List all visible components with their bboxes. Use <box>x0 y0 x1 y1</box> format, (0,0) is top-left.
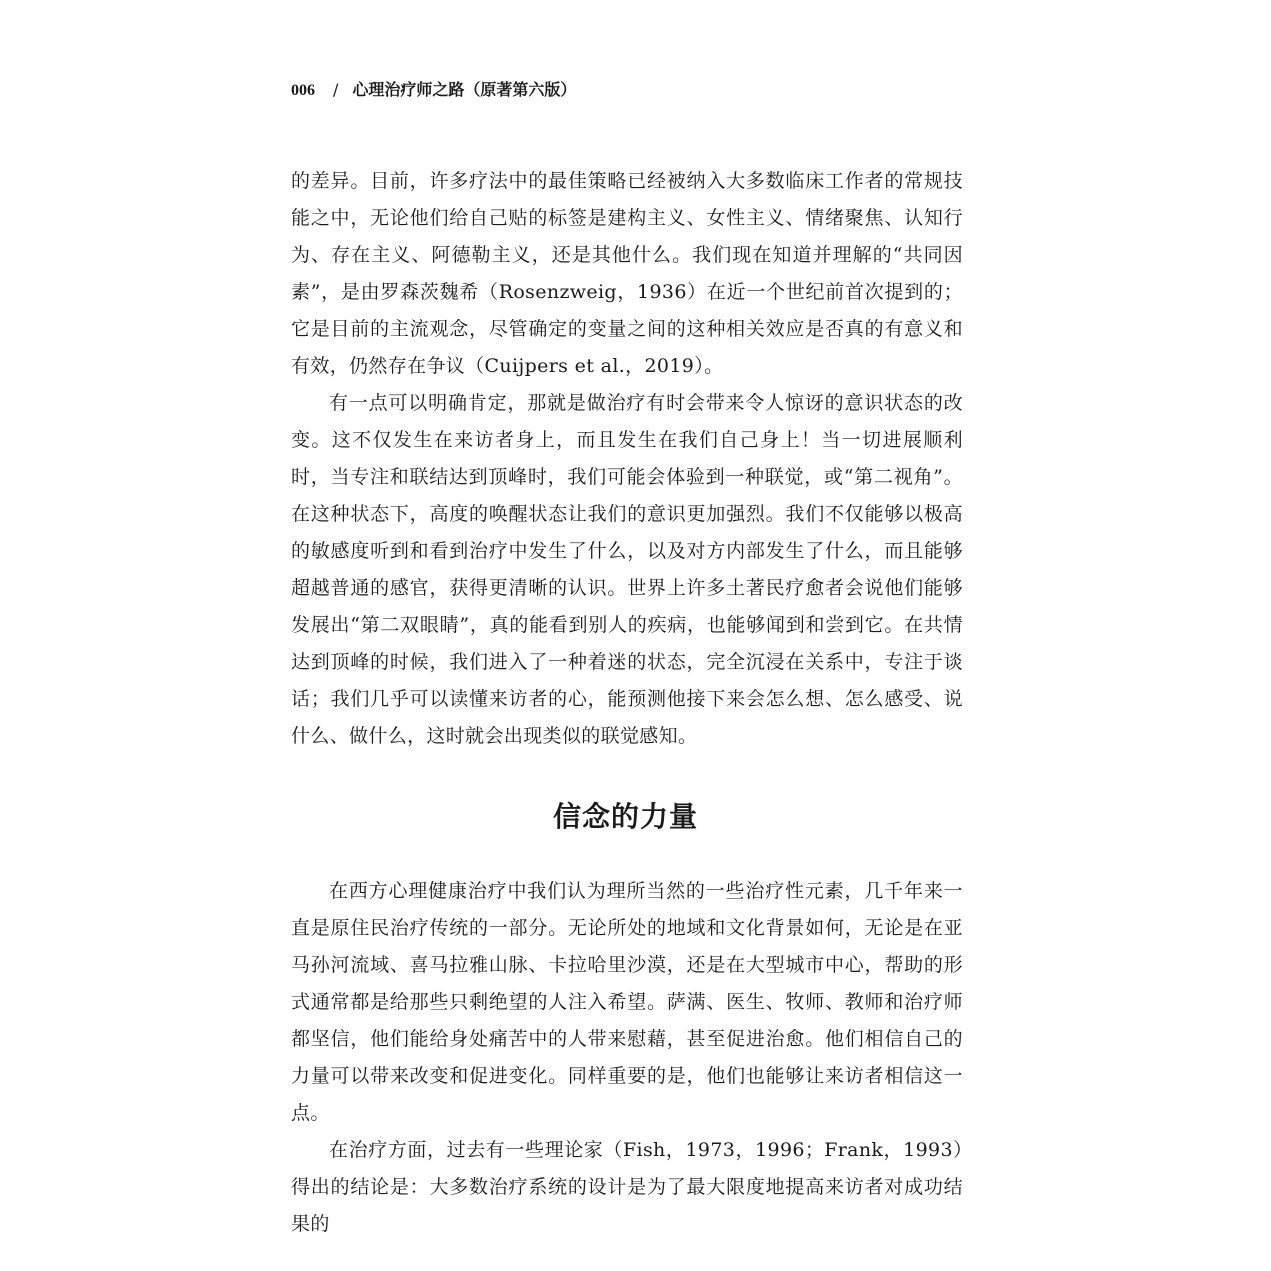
paragraph-synesthesia: 有一点可以明确肯定，那就是做治疗有时会带来令人惊讶的意识状态的改变。这不仅发生在来访者身上，而且发生在我们自己身上！当一切进展顺利时，当专注和联结达到顶峰时，我们可能会体验到一种联觉，或“第二视角”。在这种状态下，高度的唤醒状态让我们的意识更加强烈。我们不仅能够以极高的敏感度听到和看到治疗中发生了什么，以及对方内部发生了什么，而且能够超越普通的感官，获得更清晰的认识。世界上许多土著民疗愈者会说他们能够发展出“第二双眼睛”，真的能看到别人的疾病，也能够闻到和尝到它。在共情达到顶峰的时候，我们进入了一种着迷的状态，完全沉浸在关系中，专注于谈话；我们几乎可以读懂来访者的心，能预测他接下来会怎么想、怎么感受、说什么、做什么，这时就会出现类似的联觉感知。 <box>291 392 963 747</box>
paragraph-continuation: 的差异。目前，许多疗法中的最佳策略已经被纳入大多数临床工作者的常规技能之中，无论他们给自己贴的标签是建构主义、女性主义、情绪聚焦、认知行为、存在主义、阿德勒主义，还是其他什么。我们现在知道并理解的“共同因素”，是由罗森茨魏希（Rosenzweig，1936）在近一个世纪前首次提到的；它是目前的主流观念，尽管确定的变量之间的这种相关效应是否真的有意义和有效，仍然存在争议（Cuijpers et al.，2019）。 <box>291 170 963 377</box>
section-body-1 <box>291 163 963 755</box>
section-heading: 信念的力量 <box>553 800 699 833</box>
book-title: 心理治疗师之路（原著第六版） <box>352 80 577 99</box>
paragraph-theorists: 在治疗方面，过去有一些理论家（Fish，1973，1996；Frank，1993）得出的结论是：大多数治疗系统的设计是为了最大限度地提高来访者对成功结果的 <box>291 1139 963 1235</box>
running-header <box>291 78 576 102</box>
page-number: 006 <box>291 82 315 99</box>
paragraph-healing-traditions: 在西方心理健康治疗中我们认为理所当然的一些治疗性元素，几千年来一直是原住民治疗传统的一部分。无论所处的地域和文化背景如何，无论是在亚马孙河流域、喜马拉雅山脉、卡拉哈里沙漠，还是在大型城市中心，帮助的形式通常都是给那些只剩绝望的人注入希望。萨满、医生、牧师、教师和治疗师都坚信，他们能给身处痛苦中的人带来慰藉，甚至促进治愈。他们相信自己的力量可以带来改变和促进变化。同样重要的是，他们也能够让来访者相信这一点。 <box>291 880 963 1124</box>
header-separator: / <box>333 80 339 99</box>
section-body-2 <box>291 873 963 1243</box>
